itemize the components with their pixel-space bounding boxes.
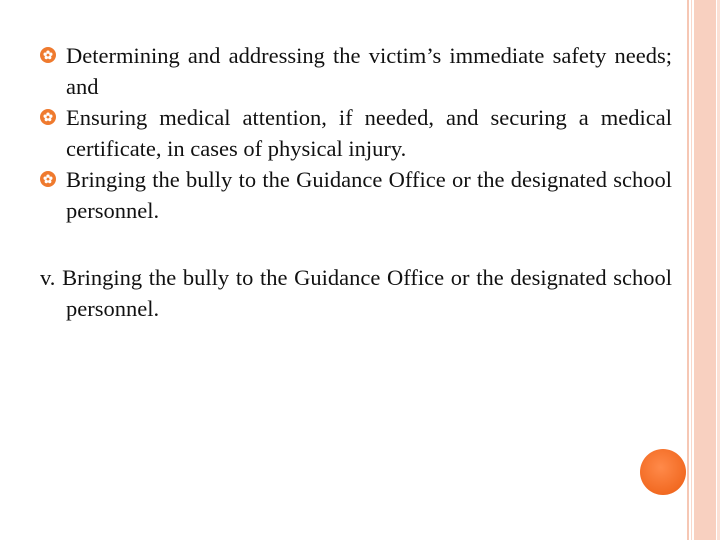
bullet-text: Ensuring medical attention, if needed, and securing a medical certificate, in cases of physical injury. [66,105,672,161]
bullet-item [40,40,672,102]
flower-bullet-icon [40,47,56,63]
decorative-circle [640,449,686,495]
flower-bullet-icon [40,109,56,125]
decorative-stripe [691,0,692,540]
bullet-item [40,102,672,164]
flower-bullet-icon [40,171,56,187]
bullet-text: Bringing the bully to the Guidance Office or the designated school personnel. [66,167,672,223]
paragraph-text: v. Bringing the bully to the Guidance Office or the designated school personnel. [40,265,672,321]
decorative-stripe [687,0,689,540]
slide-content [40,40,672,324]
bullet-text: Determining and addressing the victim’s immediate safety needs; and [66,43,672,99]
decorative-stripe [694,0,716,540]
bullet-list [40,40,672,226]
bullet-item [40,164,672,226]
